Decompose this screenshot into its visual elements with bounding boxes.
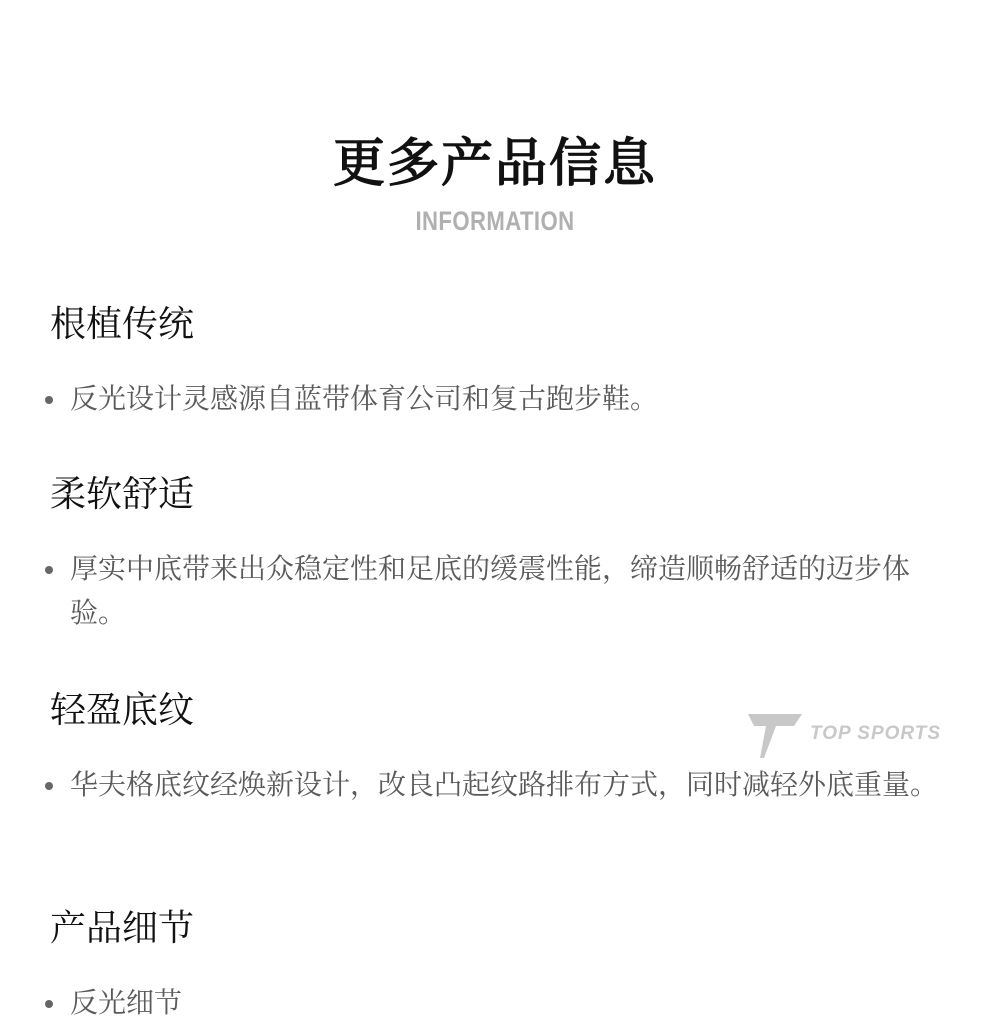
section-comfort [50,470,950,635]
section-details [50,904,950,1025]
bullet-list [50,377,950,421]
list-item [50,763,950,807]
list-item [50,547,950,635]
list-item-text: 厚实中底带来出众稳定性和足底的缓震性能，缔造顺畅舒适的迈步体验。 [70,552,911,629]
bullet-dot-icon [45,1000,53,1008]
section-heading: 根植传统 [50,304,195,345]
watermark-text: TOP SPORTS [810,723,942,744]
page-header [0,128,990,238]
section-heading: 柔软舒适 [50,474,195,515]
bullet-dot-icon [45,566,53,574]
bullet-dot-icon [45,396,53,404]
top-sports-logo-icon [746,712,806,762]
list-item-text: 反光设计灵感源自蓝带体育公司和复古跑步鞋。 [70,382,659,415]
bullet-list [50,981,950,1025]
section-heading: 轻盈底纹 [50,690,195,731]
bullet-list [50,547,950,635]
list-item-text: 反光细节 [70,986,183,1019]
bullet-dot-icon [45,782,53,790]
page-title: 更多产品信息 [332,134,657,194]
section-heading: 产品细节 [50,908,195,949]
bullet-list [50,763,950,807]
page-subtitle: INFORMATION [415,206,575,236]
list-item [50,377,950,421]
list-item-text: 华夫格底纹经焕新设计，改良凸起纹路排布方式，同时减轻外底重量。 [70,768,939,801]
list-item [50,981,950,1025]
section-heritage [50,300,950,421]
watermark-logo [746,712,942,762]
